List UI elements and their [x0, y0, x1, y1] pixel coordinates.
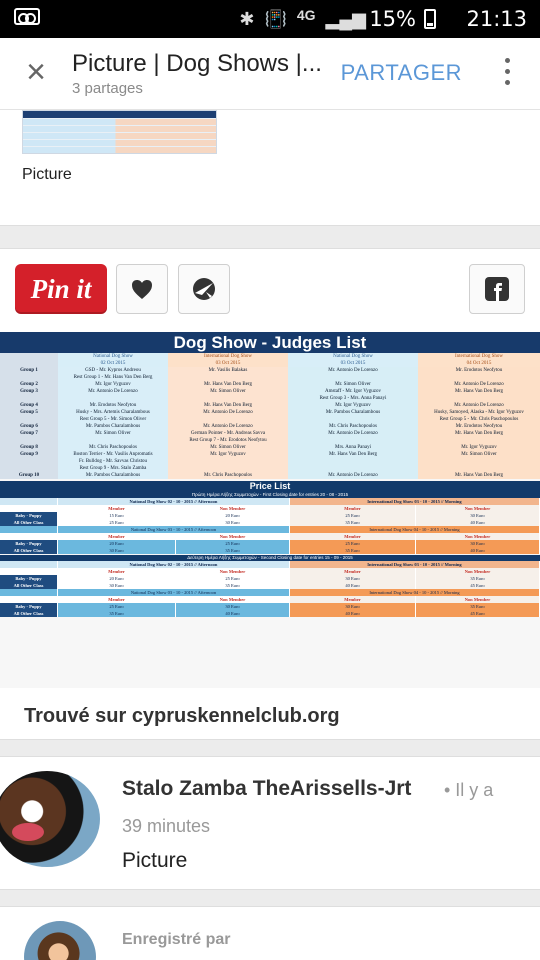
price-cell: 20 Euro: [58, 540, 176, 547]
judge-cell: [418, 395, 540, 402]
price-right-title: International Dog Show 03 - 10 - 2015 // Morning: [290, 498, 540, 505]
judge-cell: [168, 374, 288, 381]
price-head-non-member: Non Member: [416, 533, 540, 540]
heart-icon: [130, 278, 154, 300]
price-block: [0, 589, 540, 617]
judge-cell: [168, 465, 288, 472]
price-cell: 40 Euro: [290, 610, 416, 617]
price-cell: 25 Euro: [290, 540, 416, 547]
judge-cell: Mr. Igor Vyguzov: [58, 381, 168, 388]
price-right-title: International Dog Show 04 - 10 - 2015 // Morning: [290, 526, 540, 533]
judge-cell: Mr. Pambos Charalambous: [288, 409, 418, 416]
share-button[interactable]: PARTAGER: [340, 60, 462, 85]
judge-cell: [288, 458, 418, 465]
judge-cell: Mr. Simon Oliver: [58, 430, 168, 437]
group-label: [0, 465, 58, 472]
judge-cell: Mr. Antonio De Lorenzo: [168, 409, 288, 416]
price-cell: 35 Euro: [290, 519, 416, 526]
price-head-spacer: [0, 568, 58, 575]
judge-cell: Mr. Erodotos Neofytou: [418, 367, 540, 374]
judge-cell: [418, 465, 540, 472]
header-spacer: [0, 353, 58, 360]
judge-cell: Mr. Hans Van Den Berg: [168, 381, 288, 388]
group-label: [0, 416, 58, 423]
vibrate-icon: 📳: [264, 9, 287, 29]
price-block: [0, 526, 540, 554]
group-label: Group 10: [0, 472, 58, 479]
group-label: Group 8: [0, 444, 58, 451]
group-label: Group 4: [0, 402, 58, 409]
group-label: [0, 374, 58, 381]
judges-header-1: National Dog Show: [58, 353, 168, 360]
price-head-member: Member: [58, 596, 176, 603]
judge-cell: [288, 465, 418, 472]
judge-cell: Rest Group 3 - Mrs. Anna Panayi: [288, 395, 418, 402]
price-cell: 40 Euro: [176, 610, 290, 617]
judges-header-3: National Dog Show: [288, 353, 418, 360]
price-cell: 45 Euro: [416, 582, 540, 589]
price-head-spacer: [0, 533, 58, 540]
judges-header-4: International Dog Show: [418, 353, 540, 360]
user-name[interactable]: Stalo Zamba TheArissells-Jrt: [122, 777, 412, 800]
price-subtitle-second: Δεύτερη Ημέρα Λήξης Συμμετοχών - Second Closing date for entries 15 - 09 - 2015: [0, 555, 540, 561]
pin-thumbnail[interactable]: [22, 110, 217, 154]
judge-cell: [418, 374, 540, 381]
price-head-member: Member: [290, 568, 416, 575]
price-head-member: Member: [290, 596, 416, 603]
price-row-label: Baby - Puppy: [0, 540, 58, 547]
judge-cell: Mr. Antonio De Lorenzo: [288, 472, 418, 479]
price-cell: 20 Euro: [58, 575, 176, 582]
price-cell: 30 Euro: [58, 582, 176, 589]
price-cell: 25 Euro: [58, 519, 176, 526]
price-row-label: Baby - Puppy: [0, 512, 58, 519]
price-right-title: International Dog Show 04 - 10 - 2015 // Morning: [290, 589, 540, 596]
battery-icon: [424, 9, 436, 29]
price-block-spacer: [0, 589, 58, 596]
judge-cell: Mr. Hans Van Den Berg: [288, 451, 418, 458]
send-icon: [189, 275, 219, 303]
more-options-icon[interactable]: [502, 58, 512, 88]
app-bar: [0, 38, 540, 110]
network-type: 4G: [296, 7, 316, 23]
judges-date-4: 04 Oct 2015: [418, 360, 540, 367]
judges-groups: [0, 367, 540, 479]
judge-cell: Mr. Simon Oliver: [418, 451, 540, 458]
pin-it-button[interactable]: Pin it: [15, 264, 107, 314]
price-head-non-member: Non Member: [416, 596, 540, 603]
judge-cell: Mr. Hans Van Den Berg: [418, 388, 540, 395]
price-cell: 30 Euro: [176, 603, 290, 610]
judge-cell: Mr. Antonio De Lorenzo: [418, 402, 540, 409]
facebook-share-button[interactable]: [469, 264, 525, 314]
price-cell: 30 Euro: [290, 603, 416, 610]
judge-cell: Mr. Simon Oliver: [168, 388, 288, 395]
price-head-spacer: [0, 505, 58, 512]
clock: 21:13: [466, 7, 527, 31]
judge-cell: [418, 458, 540, 465]
user-caption: Picture: [122, 849, 188, 872]
price-block: [0, 561, 540, 589]
judge-cell: [168, 458, 288, 465]
price-cell: 40 Euro: [416, 547, 540, 554]
judge-cell: [288, 374, 418, 381]
judge-cell: Mr. Antonio De Lorenzo: [168, 423, 288, 430]
price-left-title: National Dog Show 03 - 10 - 2015 // Afternoon: [58, 589, 290, 596]
judge-cell: Mr. Antonio De Lorenzo: [418, 381, 540, 388]
judge-cell: Mr. Simon Oliver: [288, 381, 418, 388]
judges-date-1: 02 Oct 2015: [58, 360, 168, 367]
judge-cell: Mr. Pambos Charalambous: [58, 472, 168, 479]
price-cell: 20 Euro: [176, 512, 290, 519]
user-card: [0, 756, 540, 890]
top-pin-card[interactable]: [0, 110, 540, 226]
price-cell: 30 Euro: [176, 519, 290, 526]
group-label: Group 6: [0, 423, 58, 430]
judges-table: [0, 353, 540, 367]
judge-cell: [288, 437, 418, 444]
judge-cell: [58, 395, 168, 402]
judges-header-2: International Dog Show: [168, 353, 288, 360]
judge-cell: [168, 395, 288, 402]
price-right-title: International Dog Show 03 - 10 - 2015 // Morning: [290, 561, 540, 568]
price-left-title: National Dog Show 03 - 10 - 2015 // Afternoon: [58, 526, 290, 533]
price-cell: 30 Euro: [416, 540, 540, 547]
saved-avatar[interactable]: [24, 921, 96, 960]
price-cell: 15 Euro: [58, 512, 176, 519]
price-list-title: Price List: [0, 481, 540, 492]
price-row-label: All Other Class: [0, 519, 58, 526]
price-row-label: All Other Class: [0, 547, 58, 554]
judge-cell: Rest Group 5 - Mr. Chris Paschopoulos: [418, 416, 540, 423]
judge-cell: Mr. Igor Vyguzov: [168, 451, 288, 458]
price-block-spacer: [0, 526, 58, 533]
status-bar: [0, 0, 540, 38]
judge-cell: [418, 437, 540, 444]
price-head-non-member: Non Member: [416, 568, 540, 575]
price-block-spacer: [0, 561, 58, 568]
price-block-spacer: [0, 498, 58, 505]
price-subtitle-first: Πρώτη Ημέρα Λήξης Συμμετοχών - First Closing date for entries 20 - 08 - 2015: [0, 492, 540, 498]
judge-cell: Mr. Pambos Charalambous: [58, 423, 168, 430]
price-cell: 40 Euro: [290, 582, 416, 589]
avatar[interactable]: [0, 771, 100, 867]
group-label: Group 5: [0, 409, 58, 416]
price-cell: 25 Euro: [176, 575, 290, 582]
judge-cell: GSD - Mr. Kypros Andreou: [58, 367, 168, 374]
close-icon[interactable]: ×: [26, 53, 46, 91]
judge-cell: Mr. Igor Vyguzov: [418, 444, 540, 451]
judge-cell: Mr. Simon Oliver: [168, 444, 288, 451]
price-cell: 35 Euro: [58, 610, 176, 617]
price-head-non-member: Non Member: [176, 505, 290, 512]
price-head-spacer: [0, 596, 58, 603]
group-label: [0, 437, 58, 444]
saved-card: [0, 906, 540, 960]
judges-date-2: 03 Oct 2015: [168, 360, 288, 367]
price-cell: 35 Euro: [290, 547, 416, 554]
send-button[interactable]: [178, 264, 230, 314]
post-time-part1: • Il y a: [444, 780, 494, 800]
price-head-non-member: Non Member: [176, 533, 290, 540]
group-label: [0, 395, 58, 402]
saved-label: Enregistré par: [122, 931, 231, 948]
post-time-part2: 39 minutes: [122, 816, 211, 836]
judge-cell: Mr. Erodotos Neofytou: [58, 402, 168, 409]
bluetooth-icon: ✱: [239, 9, 255, 29]
judge-cell: Mr. Vasilis Balakas: [168, 367, 288, 374]
price-head-member: Member: [290, 533, 416, 540]
group-label: Group 9: [0, 451, 58, 458]
group-label: Group 1: [0, 367, 58, 374]
judge-cell: Fr. Bulldog - Mr. Savvas Christou: [58, 458, 168, 465]
page-title: Picture | Dog Shows |...: [72, 50, 322, 77]
judge-cell: Mr. Chris Paschopoulos: [58, 444, 168, 451]
judge-cell: [168, 416, 288, 423]
price-cell: 45 Euro: [416, 610, 540, 617]
pin-image[interactable]: [0, 332, 540, 688]
judge-cell: Mr. Erodotos Neofytou: [418, 423, 540, 430]
price-cell: 35 Euro: [176, 582, 290, 589]
status-icons: [239, 9, 366, 30]
judge-cell: Rest Group 1 - Mr. Hans Van Den Berg: [58, 374, 168, 381]
source-link[interactable]: Trouvé sur cypruskennelclub.org: [24, 705, 340, 727]
judge-cell: Husky, Samoyed, Alaska - Mr. Igor Vyguzov: [418, 409, 540, 416]
price-cell: 30 Euro: [58, 547, 176, 554]
price-head-non-member: Non Member: [176, 568, 290, 575]
judge-cell: Mr. Hans Van Den Berg: [168, 402, 288, 409]
judge-cell: Mr. Antonio De Lorenzo: [288, 367, 418, 374]
group-label: Group 7: [0, 430, 58, 437]
price-row-label: Baby - Puppy: [0, 603, 58, 610]
price-row-label: Baby - Puppy: [0, 575, 58, 582]
judge-cell: Rest Group 5 - Mr. Simon Oliver: [58, 416, 168, 423]
price-cell: 35 Euro: [416, 575, 540, 582]
judge-cell: Mr. Igor Vyguzov: [288, 402, 418, 409]
share-count: 3 partages: [72, 80, 143, 97]
price-head-member: Member: [58, 533, 176, 540]
main-pin-card: [0, 248, 540, 740]
judge-cell: Rest Group 9 - Mrs. Stalo Zamba: [58, 465, 168, 472]
price-head-member: Member: [290, 505, 416, 512]
facebook-icon: [483, 275, 511, 303]
judges-date-3: 03 Oct 2015: [288, 360, 418, 367]
judge-cell: Rest Group 7 - Mr. Erodotos Neofytou: [168, 437, 288, 444]
judge-cell: [58, 437, 168, 444]
thumbnail-caption: Picture: [22, 166, 72, 183]
judge-cell: Mr. Chris Paschopoulos: [288, 423, 418, 430]
voicemail-icon: [14, 8, 40, 25]
price-block: [0, 498, 540, 526]
group-label: Group 2: [0, 381, 58, 388]
judge-cell: Mr. Antonio De Lorenzo: [58, 388, 168, 395]
like-button[interactable]: [116, 264, 168, 314]
judge-cell: Mr. Chris Paschopoulos: [168, 472, 288, 479]
price-head-member: Member: [58, 568, 176, 575]
battery-percent: 15%: [369, 7, 416, 31]
judge-cell: Boston Terrier - Mr. Vasilis Anpromatis: [58, 451, 168, 458]
price-cell: 30 Euro: [290, 575, 416, 582]
judge-cell: Mr. Hans Van Den Berg: [418, 472, 540, 479]
price-head-non-member: Non Member: [176, 596, 290, 603]
judge-cell: [288, 416, 418, 423]
price-cell: 25 Euro: [58, 603, 176, 610]
group-label: [0, 458, 58, 465]
price-left-title: National Dog Show 02 - 10 - 2015 // Afternoon: [58, 561, 290, 568]
price-cell: 30 Euro: [416, 512, 540, 519]
price-cell: 25 Euro: [176, 540, 290, 547]
price-tables: [0, 498, 540, 617]
judge-cell: Mr. Antonio De Lorenzo: [288, 430, 418, 437]
price-cell: 25 Euro: [290, 512, 416, 519]
price-head-member: Member: [58, 505, 176, 512]
judge-cell: Husky - Mrs. Artemis Charalambous: [58, 409, 168, 416]
price-cell: 35 Euro: [416, 603, 540, 610]
judge-cell: German Pointer - Mr. Andreas Savva: [168, 430, 288, 437]
judge-cell: Mr. Hans Van Den Berg: [418, 430, 540, 437]
signal-icon: ▂▄▆: [325, 9, 366, 29]
price-head-non-member: Non Member: [416, 505, 540, 512]
price-cell: 35 Euro: [176, 547, 290, 554]
price-row-label: All Other Class: [0, 582, 58, 589]
price-cell: 40 Euro: [416, 519, 540, 526]
poster-title: Dog Show - Judges List: [0, 332, 540, 353]
judge-cell: Mrs. Anna Panayi: [288, 444, 418, 451]
judge-cell: Amstaff - Mr. Igor Vyguzov: [288, 388, 418, 395]
price-row-label: All Other Class: [0, 610, 58, 617]
price-left-title: National Dog Show 02 - 10 - 2015 // Afternoon: [58, 498, 290, 505]
group-label: Group 3: [0, 388, 58, 395]
date-spacer: [0, 360, 58, 367]
